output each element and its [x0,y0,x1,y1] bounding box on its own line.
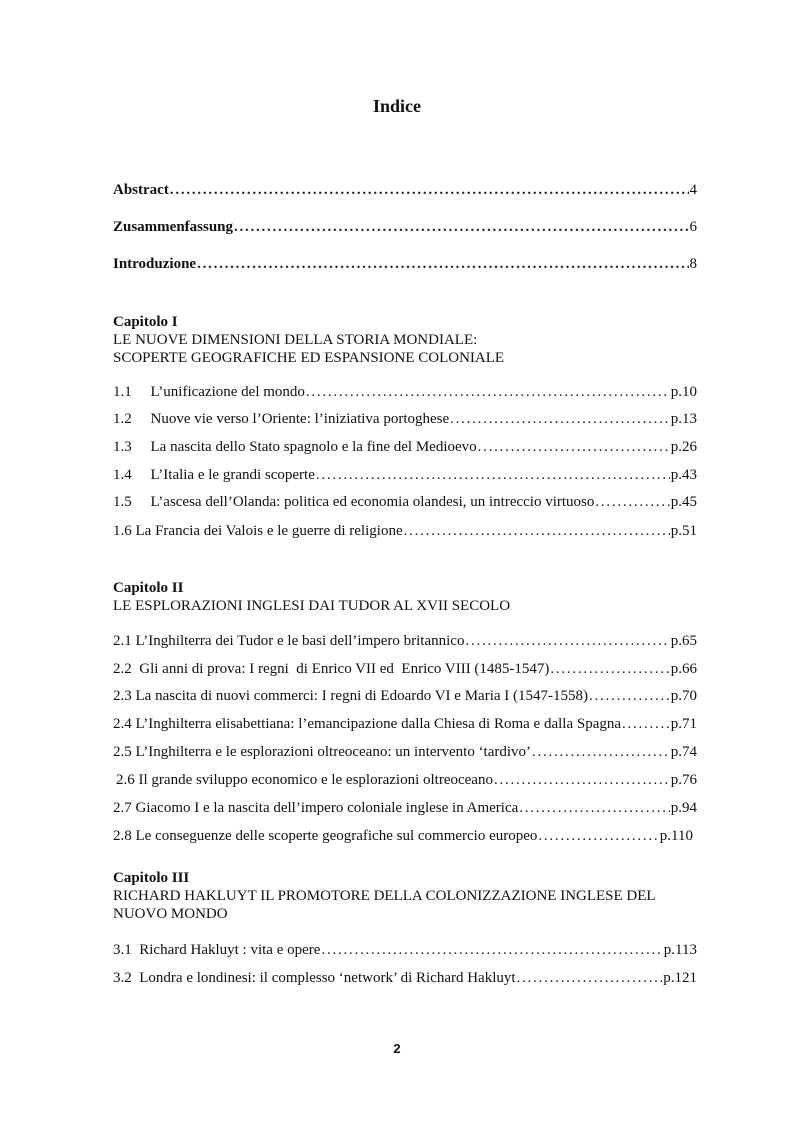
chapter-heading-3 [113,869,703,923]
toc-leader [517,970,663,987]
toc-entry[interactable] [113,661,697,678]
toc-label: 1.4 L’Italia e le grandi scoperte [113,467,315,483]
toc-label: Abstract [113,182,169,198]
toc-page: p.71 [670,716,697,732]
toc-label: 1.3 La nascita dello Stato spagnolo e la fine del Medioevo [113,439,477,455]
toc-label: 2.5 L’Inghilterra e le esplorazioni oltreoceano: un intervento ‘tardivo’ [113,744,532,760]
toc-leader [465,633,669,650]
toc-leader [197,256,688,273]
toc-label: Introduzione [113,256,197,272]
toc-page: p.70 [670,688,697,704]
toc-label: 1.5 L’ascesa dell’Olanda: politica ed economia olandesi, un intreccio virtuoso [113,494,595,510]
toc-label: 2.7 Giacomo I e la nascita dell’impero coloniale inglese in America [113,800,519,816]
toc-leader [234,219,688,236]
toc-page: 8 [689,256,697,272]
toc-leader [321,942,662,959]
toc-label: 2.2 Gli anni di prova: I regni di Enrico VII ed Enrico VIII (1485-1547) [113,661,550,677]
toc-entry[interactable] [113,688,697,705]
toc-entry-abstract[interactable] [113,182,697,199]
chapter-heading-2 [113,579,703,615]
toc-entry-zusammenfassung[interactable] [113,219,697,236]
toc-label: 2.6 Il grande sviluppo economico e le esplorazioni oltreoceano [116,772,493,788]
chapter-subtitle-line: RICHARD HAKLUYT IL PROMOTORE DELLA COLONIZZAZIONE INGLESE DEL [113,888,656,904]
toc-entry[interactable] [113,494,697,511]
toc-leader [589,688,670,705]
toc-page: p.110 [659,828,693,844]
toc-label: 1.2 Nuove vie verso l’Oriente: l’iniziativa portoghese [113,411,450,427]
chapter-title: Capitolo II [113,580,184,596]
toc-label: 2.8 Le conseguenze delle scoperte geografiche sul commercio europeo [113,828,538,844]
toc-leader [494,772,670,789]
toc-leader [622,716,670,733]
toc-page: p.51 [670,523,697,539]
toc-entry[interactable] [113,384,697,401]
toc-leader [306,384,670,401]
toc-page: p.65 [670,633,697,649]
toc-entry[interactable] [113,411,697,428]
toc-page: p.45 [670,494,697,510]
toc-leader [404,523,670,540]
chapter-title: Capitolo III [113,870,190,886]
toc-entry[interactable] [113,523,697,540]
chapter-subtitle-line: NUOVO MONDO [113,906,228,922]
toc-entry[interactable] [113,633,697,650]
page-number: 2 [393,1041,401,1056]
toc-leader [316,467,670,484]
toc-entry[interactable] [113,716,697,733]
toc-label: 2.1 L’Inghilterra dei Tudor e le basi dell’impero britannico [113,633,465,649]
toc-entry[interactable] [113,800,697,817]
toc-page: p.121 [663,970,697,986]
toc-label: 3.2 Londra e londinesi: il complesso ‘network’ di Richard Hakluyt [113,970,516,986]
toc-entry[interactable] [113,467,697,484]
toc-page: p.10 [670,384,697,400]
chapter-subtitle-line: SCOPERTE GEOGRAFICHE ED ESPANSIONE COLONIALE [113,350,505,366]
toc-leader [519,800,669,817]
toc-page: p.76 [670,772,697,788]
toc-entry[interactable] [113,439,697,456]
toc-page: p.43 [670,467,697,483]
toc-page: 4 [689,182,697,198]
toc-label: Zusammenfassung [113,219,234,235]
toc-label: 2.3 La nascita di nuovi commerci: I regni di Edoardo VI e Maria I (1547-1558) [113,688,588,704]
toc-entry[interactable] [113,828,693,845]
toc-page: p.113 [663,942,697,958]
toc-label: 3.1 Richard Hakluyt : vita e opere [113,942,321,958]
toc-entry[interactable] [113,942,697,959]
chapter-subtitle-line: LE NUOVE DIMENSIONI DELLA STORIA MONDIALE: [113,332,478,348]
chapter-title: Capitolo I [113,314,178,330]
toc-page: 6 [689,219,697,235]
toc-page: p.26 [670,439,697,455]
toc-leader [595,494,669,511]
toc-page: p.66 [670,661,697,677]
chapter-heading-1 [113,313,703,367]
toc-entry-introduzione[interactable] [113,256,697,273]
toc-leader [538,828,658,845]
toc-leader [478,439,670,456]
toc-leader [450,411,670,428]
toc-page: p.94 [670,800,697,816]
toc-leader [170,182,689,199]
toc-entry[interactable] [116,772,697,789]
toc-label: 2.4 L’Inghilterra elisabettiana: l’emancipazione dalla Chiesa di Roma e dalla Spagna [113,716,622,732]
toc-entry[interactable] [113,744,697,761]
toc-page: p.13 [670,411,697,427]
toc-leader [550,661,669,678]
toc-entry[interactable] [113,970,697,987]
toc-page: p.74 [670,744,697,760]
toc-label: 1.6 La Francia dei Valois e le guerre di religione [113,523,403,539]
toc-leader [532,744,670,761]
toc-label: 1.1 L’unificazione del mondo [113,384,305,400]
page-title: Indice [372,96,421,116]
chapter-subtitle-line: LE ESPLORAZIONI INGLESI DAI TUDOR AL XVII SECOLO [113,598,511,614]
